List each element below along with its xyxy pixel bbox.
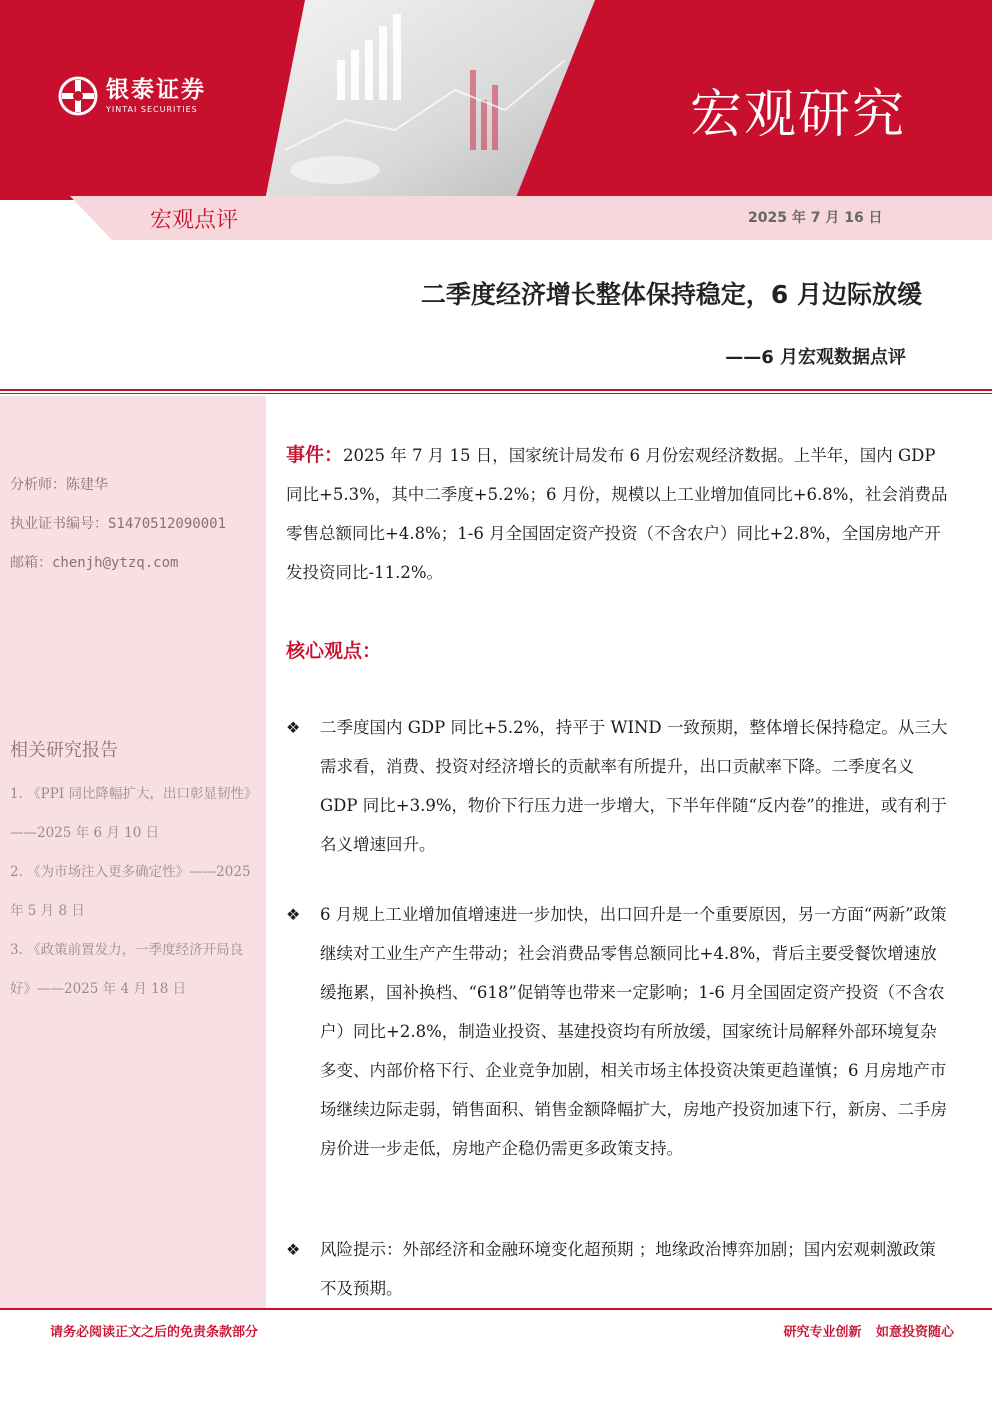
report-title: 二季度经济增长整体保持稳定，6 月边际放缓 — [420, 280, 922, 309]
footer-slogan: 研究专业创新 如意投资随心 — [783, 1325, 954, 1340]
event-paragraph — [286, 436, 948, 592]
diamond-bullet-icon: ❖ — [286, 905, 301, 924]
core-point — [286, 895, 948, 1168]
related-report-item[interactable]: 1. 《PPI 同比降幅扩大，出口彰显韧性》——2025 年 6 月 10 日 — [10, 786, 258, 841]
title-divider-thin — [0, 393, 992, 394]
analyst-license: 执业证书编号：S1470512090001 — [10, 516, 227, 532]
core-views-label: 核心观点： — [286, 640, 382, 662]
diamond-bullet-icon: ❖ — [286, 718, 301, 737]
title-divider — [0, 389, 992, 391]
related-reports-title: 相关研究报告 — [10, 740, 118, 761]
related-reports-list — [10, 775, 260, 1009]
event-label: 事件： — [286, 444, 344, 466]
report-date: 2025 年 7 月 16 日 — [748, 210, 883, 226]
footer-divider — [0, 1308, 992, 1310]
related-report-item[interactable]: 2. 《为市场注入更多确定性》——2025 年 5 月 8 日 — [10, 864, 251, 919]
footer-disclaimer[interactable]: 请务必阅读正文之后的免责条款部分 — [50, 1325, 259, 1340]
logo-mark-icon — [58, 76, 98, 116]
diamond-bullet-icon: ❖ — [286, 1240, 301, 1259]
event-text: 2025 年 7 月 15 日，国家统计局发布 6 月份宏观经济数据。上半年，国内 GDP 同比+5.3%，其中二季度+5.2%；6 月份，规模以上工业增加值同比+6.8%，社会消费品零售总额同比+4.8%；1-6 月全国固定资产投资（不含农户）同比+2.8%，全国房地产开发投资同比-11.2%。 — [286, 446, 948, 582]
related-report-item[interactable]: 3. 《政策前置发力，一季度经济开局良好》——2025 年 4 月 18 日 — [10, 942, 244, 997]
core-point — [286, 708, 948, 864]
analyst-email: 邮箱：chenjh@ytzq.com — [10, 555, 179, 571]
header-title: 宏观研究 — [689, 85, 906, 145]
header-chart-photo — [265, 0, 595, 200]
logo-chinese-name: 银泰证券 — [106, 76, 206, 103]
report-subtitle: ——6 月宏观数据点评 — [725, 347, 906, 368]
company-logo — [58, 76, 206, 116]
core-point-text: 二季度国内 GDP 同比+5.2%，持平于 WIND 一致预期，整体增长保持稳定。从三大需求看，消费、投资对经济增长的贡献率有所提升，出口贡献率下降。二季度名义 GDP 同比+3.9%，物价下行压力进一步增大，下半年伴随“反内卷”的推进，或有利于名义增速回升。 — [320, 718, 948, 854]
header-band — [0, 0, 992, 200]
report-type: 宏观点评 — [150, 208, 239, 233]
logo-english-name: YINTAI SECURITIES — [106, 104, 198, 114]
core-point-text: 风险提示：外部经济和金融环境变化超预期 ；地缘政治博弈加剧；国内宏观刺激政策不及预期。 — [320, 1240, 936, 1298]
core-point — [286, 1230, 948, 1308]
analyst-name: 分析师：陈建华 — [10, 477, 108, 493]
core-point-text: 6 月规上工业增加值增速进一步加快，出口回升是一个重要原因，另一方面“两新”政策继续对工业生产产生带动；社会消费品零售总额同比+4.8%，背后主要受餐饮增速放缓拖累，国补换档、“618”促销等也带来一定影响；1-6 月全国固定资产投资（不含农户）同比+2.8%，制造业投资、基建投资均有所放缓，国家统计局解释外部环境复杂多变、内部价格下行、企业竞争加剧，相关市场主体投资决策更趋谨慎；6 月房地产市场继续边际走弱，销售面积、销售金额降幅扩大，房地产投资加速下行，新房、二手房房价进一步走低，房地产企稳仍需更多政策支持。 — [320, 905, 947, 1158]
analyst-info — [10, 466, 226, 583]
